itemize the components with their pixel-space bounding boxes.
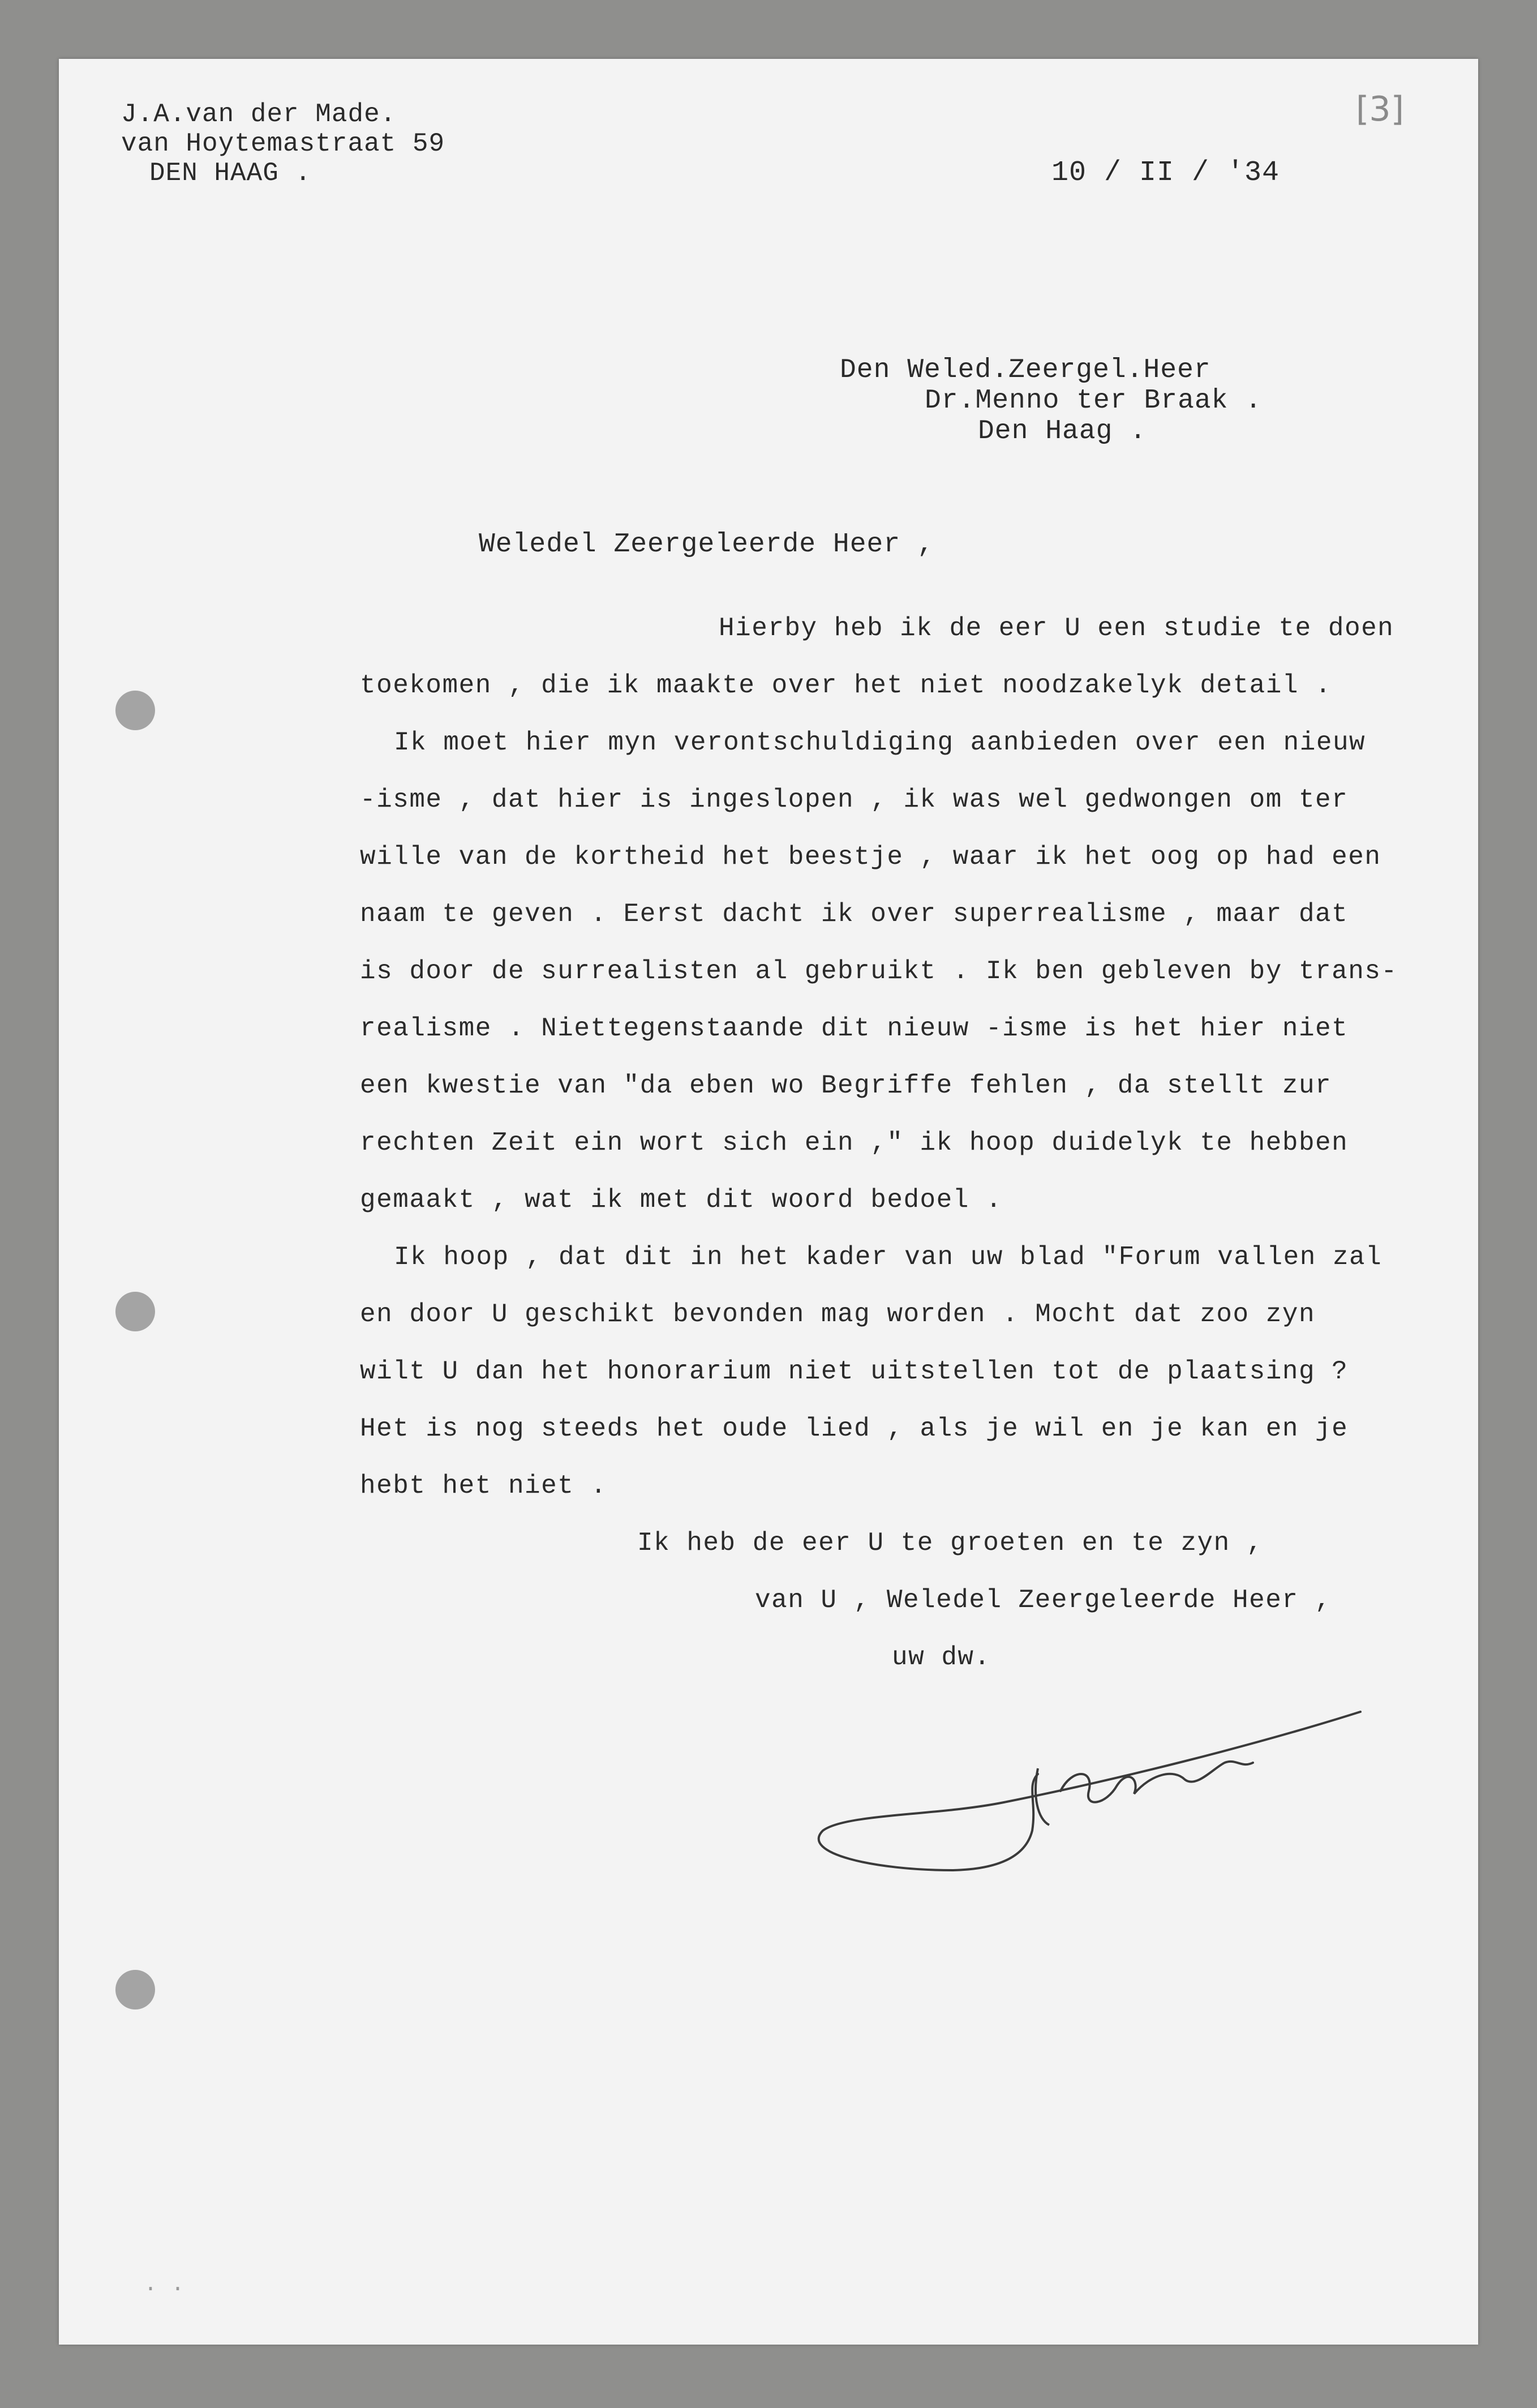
body-line: Het is nog steeds het oude lied , als je wil en je kan en je [360,1414,1349,1443]
recipient-city: Den Haag . [978,416,1147,447]
body-line: -isme , dat hier is ingeslopen , ik was wel gedwongen om ter [360,785,1349,815]
punch-hole [115,691,155,730]
body-line: een kwestie van "da eben wo Begriffe fehlen , da stellt zur [360,1071,1332,1100]
punch-hole [115,1292,155,1331]
footer-marks: . . [144,2272,185,2298]
salutation: Weledel Zeergeleerde Heer , [479,529,934,560]
body-line: is door de surrealisten al gebruikt . Ik ben gebleven by trans- [360,957,1398,986]
archive-mark: [3] [1356,89,1404,129]
recipient-title: Den Weled.Zeergel.Heer [840,355,1211,385]
punch-hole [115,1970,155,2009]
body-line: realisme . Niettegenstaande dit nieuw -isme is het hier niet [360,1014,1349,1043]
body-line: Hierby heb ik de eer U een studie te doen [719,614,1394,643]
body-line: hebt het niet . [360,1471,607,1501]
closing-line: Ik heb de eer U te groeten en te zyn , [637,1528,1263,1558]
recipient-name: Dr.Menno ter Braak . [925,385,1263,416]
closing-line: uw dw. [892,1643,991,1672]
body-line: en door U geschikt bevonden mag worden . Mocht dat zoo zyn [360,1300,1316,1329]
sender-city: DEN HAAG . [149,158,312,188]
sender-name: J.A.van der Made. [121,100,397,129]
closing-line: van U , Weledel Zeergeleerde Heer , [755,1586,1332,1615]
body-line: rechten Zeit ein wort sich ein ," ik hoop duidelyk te hebben [360,1128,1349,1158]
sender-street: van Hoytemastraat 59 [121,129,445,158]
letter-date: 10 / II / '34 [1051,157,1280,189]
signature-image [766,1683,1400,1910]
body-line: naam te geven . Eerst dacht ik over superrealisme , maar dat [360,899,1349,929]
body-line: wille van de kortheid het beestje , waar ik het oog op had een [360,842,1381,872]
body-line: gemaakt , wat ik met dit woord bedoel . [360,1185,1003,1215]
body-line: toekomen , die ik maakte over het niet noodzakelyk detail . [360,671,1332,700]
letter-page [59,59,1478,2345]
body-line: wilt U dan het honorarium niet uitstellen tot de plaatsing ? [360,1357,1349,1386]
body-line: Ik hoop , dat dit in het kader van uw blad "Forum vallen zal [394,1242,1383,1272]
body-line: Ik moet hier myn verontschuldiging aanbieden over een nieuw [394,728,1366,757]
